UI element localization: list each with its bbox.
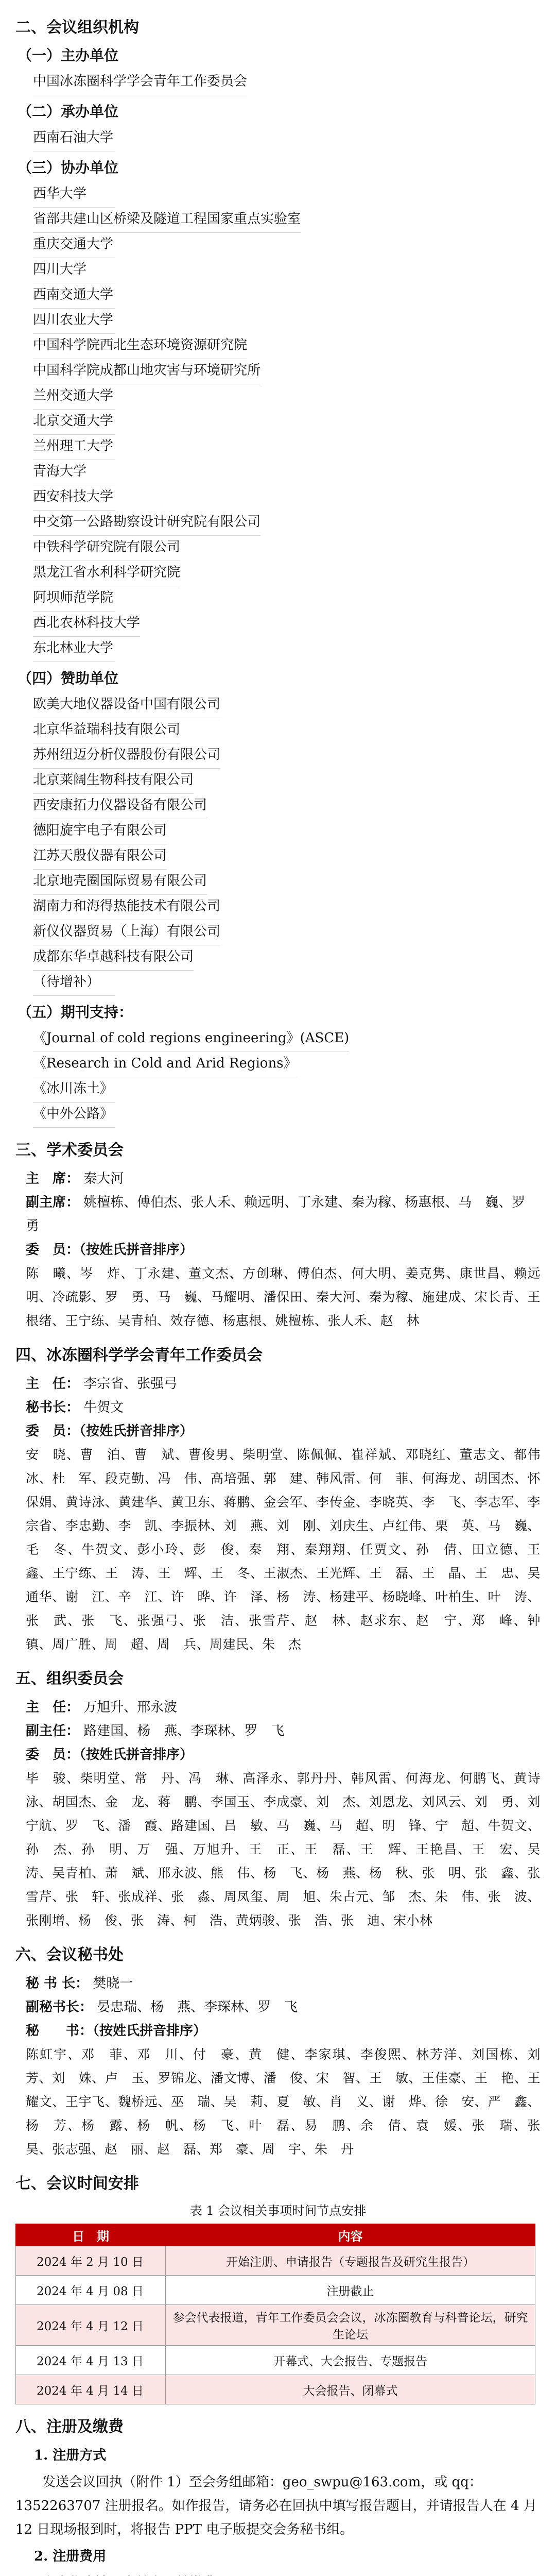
org-item: 中国冰冻圈科学学会青年工作委员会 [33, 70, 247, 95]
org-item: 北京华益瑞科技有限公司 [33, 718, 180, 743]
row-content: 开始注册、申请报告（专题报告及研究生报告） [166, 2246, 535, 2276]
org-item: 西安康拓力仪器设备有限公司 [33, 794, 207, 819]
role-label: 副主任： [26, 1723, 80, 1739]
org-item: 兰州交通大学 [33, 384, 115, 410]
registration-fee-head: 2. 注册费用 [34, 2549, 107, 2564]
co-organizer-list [15, 182, 541, 662]
journal-item: 《冰川冻土》 [33, 1077, 115, 1103]
role-label: 委 员：（按姓氏拼音排序） [26, 1242, 194, 1258]
section-4-title: 四、冰冻圈科学学会青年工作委员会 [15, 1346, 263, 1364]
role-label: 委 员：（按姓氏拼音排序） [26, 1747, 194, 1762]
table-row [16, 2246, 535, 2276]
section-3-title: 三、学术委员会 [15, 1141, 124, 1159]
academic-chair-row [26, 1167, 541, 1191]
org-item: 重庆交通大学 [33, 233, 115, 258]
youth-chair-row [26, 1372, 541, 1396]
org-item: 西北农林科技大学 [33, 612, 140, 637]
journal-item: 《Journal of cold regions engineering》(ASCE) [33, 1027, 349, 1052]
organizer-title: （二）承办单位 [18, 103, 119, 120]
row-content: 开幕式、大会报告、专题报告 [166, 2346, 535, 2375]
org-item: 中国科学院西北生态环境资源研究院 [33, 334, 247, 359]
registration-fee-sub [15, 2571, 541, 2576]
academic-chair: 秦大河 [83, 1171, 124, 1187]
registration-method-text: 发送会议回执（附件 1）至会务组邮箱：geo_swpu@163.com，或 qq：1352263707 注册报名。如作报告，请务必在回执中填写报告题目，并请报告人在 4 月 12 日现场报到时，将报告 PPT 电子版提交会务秘书组。 [15, 2475, 537, 2537]
role-label: 主 任： [26, 1376, 80, 1392]
academic-vice: 姚檀栋、傅伯杰、张人禾、赖远明、丁永建、秦为稼、杨惠根、马 巍、罗 勇 [26, 1195, 539, 1234]
journal-list [15, 1027, 541, 1128]
youth-members: 安 晓、曹 泊、曹 斌、曹俊男、柴明堂、陈佩佩、崔祥斌、邓晓红、董志文、都伟冰、杜 军、段克勤、冯 伟、高培强、郭 建、韩风雷、何 菲、何海龙、胡国杰、怀保娟、黄诗泳、黄建华、黄卫东、蒋鹏、金会军、李传金、李晓英、李 飞、李志军、李宗省、李忠勤、李 凯、李振林、刘 燕、刘 刚、刘庆生、卢红伟、栗 英、马 巍、毛 冬、牛贺文、彭小玲、彭 俊、秦 翔、秦翔翔、任贾文、孙 倩、田立德、王 鑫、王宁练、王 涛、王 辉、王 冬、王淑杰、王光辉、王 磊、王 晶、王 忠、吴通华、谢 江、辛 江、许 晔、许 泽、杨 涛、杨建平、杨晓峰、叶柏生、叶 涛、张 武、张 飞、张强弓、张 洁、张雪芹、赵 林、赵求东、赵 宁、郑 峰、钟 镇、周广胜、周 超、周 兵、周建民、朱 杰 [26, 1447, 554, 1652]
org-item: 西南交通大学 [33, 283, 115, 309]
org-item: 四川农业大学 [33, 309, 115, 334]
org-item: 中国科学院成都山地灾害与环境研究所 [33, 359, 260, 384]
table-row [16, 2346, 535, 2375]
org-item: 西安科技大学 [33, 485, 115, 511]
co-organizer-title: （三）协办单位 [18, 159, 119, 176]
table-row [16, 2375, 535, 2404]
table-row [16, 2305, 535, 2346]
row-date: 2024 年 4 月 08 日 [16, 2276, 166, 2305]
role-label: 副秘书长： [26, 1999, 93, 2015]
header-date: 日 期 [16, 2224, 166, 2246]
secretariat-vice-row [26, 1995, 541, 2019]
sponsor-title: （四）赞助单位 [18, 670, 119, 687]
journal-title: （五）期刊支持： [18, 1004, 133, 1021]
youth-secretary: 牛贺文 [83, 1400, 124, 1415]
secretariat-member-row [26, 2019, 541, 2043]
section-8-title: 八、注册及缴费 [15, 2418, 124, 2436]
row-content: 注册截止 [166, 2276, 535, 2305]
org-item: 德阳旋宇电子有限公司 [33, 819, 167, 844]
row-content: 参会代表报道，青年工作委员会会议，冰冻圈教育与科普论坛，研究生论坛 [166, 2305, 535, 2346]
org-vice-row [26, 1719, 541, 1743]
journal-item: 《Research in Cold and Arid Regions》 [33, 1052, 297, 1077]
role-label: 委 员：（按姓氏拼音排序） [26, 1423, 194, 1439]
org-item: 青海大学 [33, 460, 115, 485]
row-date: 2024 年 4 月 13 日 [16, 2346, 166, 2375]
role-label: 秘 书 长： [26, 1976, 89, 1991]
org-item: 中铁科学研究院有限公司 [33, 536, 180, 561]
registration-method-head: 1. 注册方式 [34, 2448, 107, 2463]
section-5-title: 五、组织委员会 [15, 1670, 124, 1688]
youth-chair: 李宗省、张强弓 [83, 1376, 178, 1392]
org-item: 兰州理工大学 [33, 435, 115, 460]
org-member-row [26, 1743, 541, 1767]
role-label: 主 席： [26, 1171, 80, 1187]
org-item: （待增补） [33, 971, 115, 996]
row-date: 2024 年 2 月 10 日 [16, 2246, 166, 2276]
org-item: 新仪仪器贸易（上海）有限公司 [33, 920, 220, 945]
section-2-title: 二、会议组织机构 [15, 19, 139, 37]
sponsor-list [15, 693, 541, 996]
org-item: 中交第一公路勘察设计研究院有限公司 [33, 511, 260, 536]
section-7-title: 七、会议时间安排 [15, 2175, 139, 2193]
role-label: 秘书长： [26, 1400, 80, 1415]
org-chair-row [26, 1696, 541, 1719]
org-item: 东北林业大学 [33, 637, 115, 662]
role-label: 主 任： [26, 1700, 80, 1715]
org-item: 湖南力和海得热能技术有限公司 [33, 895, 220, 920]
org-item: 北京莱阔生物科技有限公司 [33, 769, 194, 794]
secretariat-chief: 樊晓一 [93, 1976, 133, 1991]
org-vice: 路建国、杨 燕、李琛林、罗 飞 [83, 1723, 285, 1739]
youth-member-row [26, 1419, 541, 1443]
table-caption: 表 1 会议相关事项时间节点安排 [189, 2204, 367, 2218]
org-item: 成都东华卓越科技有限公司 [33, 945, 194, 971]
youth-secretary-row [26, 1396, 541, 1419]
role-label: 秘 书：（按姓氏拼音排序） [26, 2023, 207, 2039]
host-list [15, 70, 541, 95]
row-date: 2024 年 4 月 12 日 [16, 2305, 166, 2346]
org-item: 省部共建山区桥梁及隧道工程国家重点实验室 [33, 208, 301, 233]
org-item: 北京交通大学 [33, 410, 115, 435]
academic-member-row [26, 1238, 541, 1262]
org-chair: 万旭升、邢永波 [83, 1700, 178, 1715]
organizer-list [15, 126, 541, 151]
table-row [16, 2276, 535, 2305]
row-content: 大会报告、闭幕式 [166, 2375, 535, 2404]
org-item: 西华大学 [33, 182, 115, 208]
org-item: 黑龙江省水利科学研究院 [33, 561, 180, 586]
table-header-row [16, 2224, 535, 2246]
academic-vice-row [26, 1191, 541, 1238]
org-item: 西南石油大学 [33, 126, 115, 151]
host-title: （一）主办单位 [18, 47, 119, 64]
section-6-title: 六、会议秘书处 [15, 1946, 124, 1964]
secretariat-members: 陈虹宇、邓 菲、邓 川、付 豪、黄 健、李家琪、李俊熙、林芳洋、刘国栋、刘 芳、刘 姝、卢 玉、罗锦龙、潘文博、潘 俊、宋 智、王 敏、王佳豪、王 艳、王耀文、王宇飞、魏桥远、巫 瑞、吴 莉、夏 敏、肖 义、谢 烨、徐 安、严 鑫、杨 芳、杨 露、杨 帆、杨 飞、叶 磊、易 鹏、余 倩、袁 媛、张 瑞、张 昊、张志强、赵 丽、赵 磊、郑 豪、周 宇、朱 丹 [26, 2047, 554, 2157]
org-item: 苏州纽迈分析仪器股份有限公司 [33, 743, 220, 769]
row-date: 2024 年 4 月 14 日 [16, 2375, 166, 2404]
org-item: 阿坝师范学院 [33, 586, 115, 612]
journal-item: 《中外公路》 [33, 1103, 115, 1128]
role-label: 副主席： [26, 1195, 80, 1210]
secretariat-vice: 晏忠瑞、杨 燕、李琛林、罗 飞 [97, 1999, 298, 2015]
academic-members: 陈 曦、岑 炸、丁永建、董文杰、方创琳、傅伯杰、何大明、姜克隽、康世昌、赖远明、冷疏影、罗 勇、马 巍、马耀明、潘保田、秦大河、秦为稼、施建成、宋长青、王根绪、王宁练、吴青柏、效存德、杨惠根、姚檀栋、张人禾、赵 林 [26, 1266, 541, 1328]
org-item: 四川大学 [33, 258, 115, 283]
secretariat-chief-row [26, 1972, 541, 1995]
schedule-table [15, 2224, 535, 2404]
org-members: 毕 骏、柴明堂、常 丹、冯 琳、高泽永、郭丹丹、韩风雷、何海龙、何鹏飞、黄诗泳、胡国杰、金 龙、蒋 鹏、李国玉、李成豪、刘 杰、刘恩龙、刘风云、刘 勇、刘宁航、罗 飞、潘 霞、路建国、吕 敏、马 巍、马 超、明 锋、宁 超、牛贺文、孙 杰、孙 明、万 强、万旭升、王 正、王 磊、王 辉、王艳昌、王 宏、吴 涛、吴青柏、萧 斌、邢永波、熊 伟、杨 飞、杨 燕、杨 秋、张 明、张 鑫、张雪芹、张 轩、张成祥、张 淼、周凤玺、周 旭、朱占元、邹 杰、朱 伟、张 波、张刚增、杨 俊、张 涛、柯 浩、黄炳骏、张 浩、张 迪、宋小林 [26, 1771, 554, 1928]
org-item: 北京地壳圈国际贸易有限公司 [33, 870, 207, 895]
org-item: 欧美大地仪器设备中国有限公司 [33, 693, 220, 718]
org-item: 江苏天殷仪器有限公司 [33, 844, 167, 870]
header-content: 内容 [166, 2224, 535, 2246]
